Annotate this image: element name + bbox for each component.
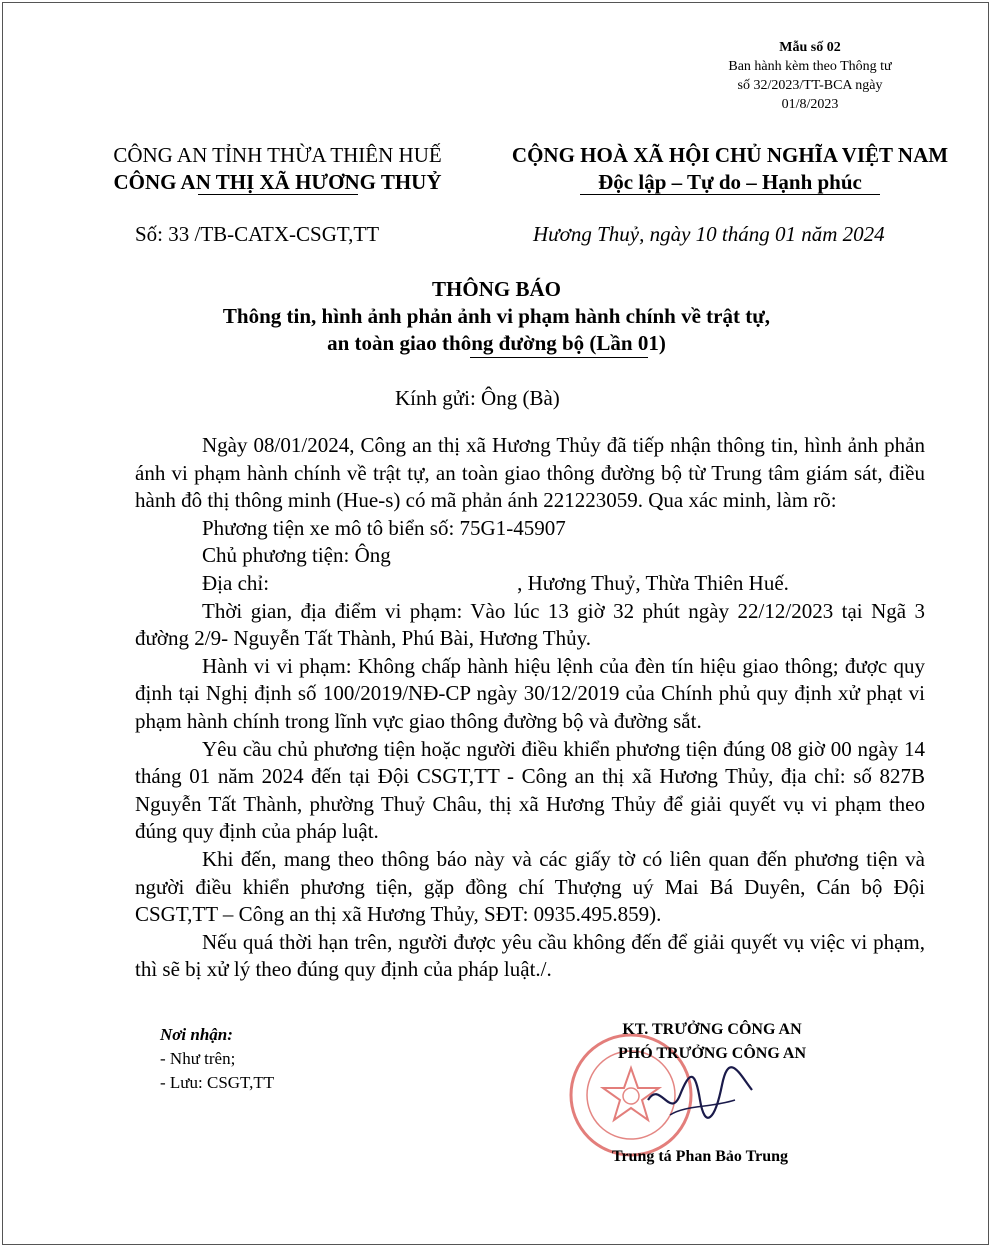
- document-body: [135, 432, 925, 984]
- recipient-item-2: - Lưu: CSGT,TT: [160, 1073, 275, 1092]
- form-ref-line-1: Ban hành kèm theo Thông tư: [728, 59, 892, 74]
- form-ref-line-2: số 32/2023/TT-BCA ngày: [737, 78, 883, 93]
- agency-underline: [198, 194, 358, 195]
- motto-underline: [580, 194, 880, 195]
- parent-agency: CÔNG AN TỈNH THỪA THIÊN HUẾ: [113, 143, 442, 167]
- issuing-agency: [80, 142, 475, 196]
- paragraph-time-place: Thời gian, địa điểm vi phạm: Vào lúc 13 giờ 32 phút ngày 22/12/2023 tại Ngã 3 đường 2/9- Nguyễn Tất Thành, Phú Bài, Hương Thủy.: [135, 598, 925, 651]
- handwritten-signature-icon: [640, 1060, 760, 1130]
- national-motto: Độc lập – Tự do – Hạnh phúc: [598, 170, 862, 194]
- signer-name: Trung tá Phan Bảo Trung: [611, 1148, 789, 1165]
- recipient-line: Kính gửi: Ông (Bà): [395, 386, 560, 410]
- document-title: [0, 276, 993, 357]
- form-reference: [700, 38, 920, 114]
- country-name: CỘNG HOÀ XÃ HỘI CHỦ NGHĨA VIỆT NAM: [511, 143, 949, 167]
- form-number: Mẫu số 02: [779, 40, 841, 55]
- paragraph-owner: [135, 542, 925, 570]
- signature-block: [560, 1018, 864, 1066]
- agency-unit: CÔNG AN THỊ XÃ HƯƠNG THUỶ: [113, 170, 442, 194]
- paragraph-overdue: Nếu quá thời hạn trên, người được yêu cầu không đến để giải quyết vụ việc vi phạm, thì sẽ bị xử lý theo đúng quy định của pháp luật./.: [135, 929, 925, 982]
- form-ref-line-3: 01/8/2023: [781, 97, 839, 112]
- paragraph-address: [135, 570, 925, 598]
- national-header: [482, 142, 978, 196]
- paragraph-bring: Khi đến, mang theo thông báo này và các giấy tờ có liên quan đến phương tiện và người điều khiển phương tiện, gặp đồng chí Thượng uý Mai Bá Duyên, Cán bộ Đội CSGT,TT – Công an thị xã Hương Thủy, SĐT: 0935.495.859).: [135, 846, 925, 927]
- recipient-item-1: - Như trên;: [160, 1049, 236, 1068]
- title-main: THÔNG BÁO: [432, 277, 561, 301]
- paragraph-vehicle: Phương tiện xe mô tô biển số: 75G1-45907: [202, 515, 566, 540]
- recipients-list: [160, 1023, 274, 1095]
- signature-title-1: KT. TRƯỞNG CÔNG AN: [622, 1021, 802, 1038]
- title-underline: [470, 357, 648, 358]
- place-and-date: Hương Thuỷ, ngày 10 tháng 01 năm 2024: [533, 222, 885, 246]
- title-subtitle-2: an toàn giao thông đường bộ (Lần 01): [327, 331, 666, 355]
- paragraph-intro: Ngày 08/01/2024, Công an thị xã Hương Thủy đã tiếp nhận thông tin, hình ảnh phản ánh vi phạm hành chính về trật tự, an toàn giao thông đường bộ từ Trung tâm giám sát, điều hành đô thị thông minh (Hue-s) có mã phản ánh 221223059. Qua xác minh, làm rõ:: [135, 433, 925, 513]
- title-subtitle-1: Thông tin, hình ảnh phản ảnh vi phạm hành chính về trật tự,: [222, 304, 771, 328]
- owner-label: Chủ phương tiện: Ông: [202, 543, 391, 568]
- address-label: Địa chỉ:: [202, 570, 270, 595]
- address-rest: , Hương Thuỷ, Thừa Thiên Huế.: [517, 570, 789, 595]
- recipients-heading: Nơi nhận:: [160, 1025, 233, 1044]
- signature-title-2: PHÓ TRƯỞNG CÔNG AN: [617, 1045, 806, 1062]
- document-number: Số: 33 /TB-CATX-CSGT,TT: [135, 222, 380, 246]
- paragraph-violation: Hành vi vi phạm: Không chấp hành hiệu lệnh của đèn tín hiệu giao thông; được quy định tại Nghị định số 100/2019/NĐ-CP ngày 30/12/2019 của Chính phủ quy định xử phạt vi phạm hành chính trong lĩnh vực giao thông đường bộ và đường sắt.: [135, 653, 925, 733]
- paragraph-request: Yêu cầu chủ phương tiện hoặc người điều khiển phương tiện đúng 08 giờ 00 ngày 14 tháng 01 năm 2024 đến tại Đội CSGT,TT - Công an thị xã Hương Thủy, địa chỉ: số 827B Nguyễn Tất Thành, phường Thuỷ Châu, thị xã Hương Thủy để giải quyết vụ vi phạm theo đúng quy định của pháp luật.: [135, 736, 925, 844]
